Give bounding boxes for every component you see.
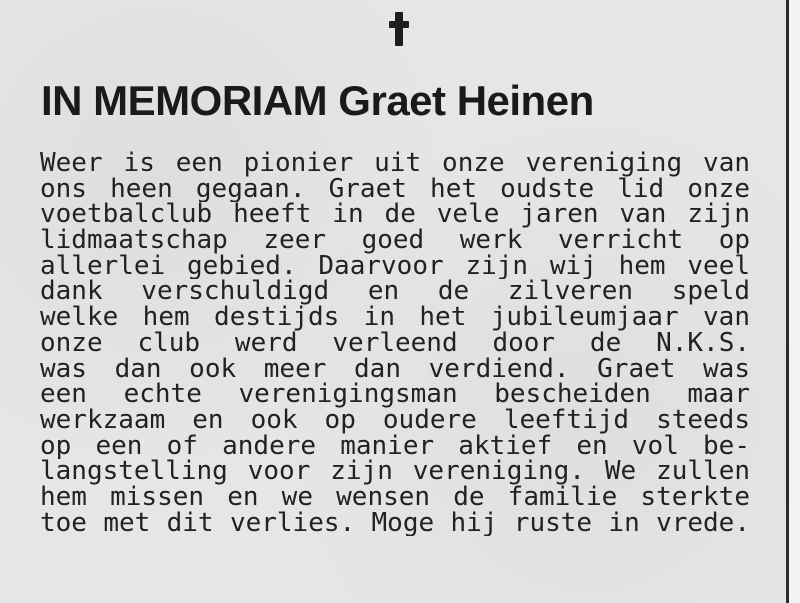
text-line: lidmaatschap zeer goed werk verricht op (40, 228, 750, 254)
text-line: hem missen en we wensen de familie sterkte (40, 484, 750, 511)
text-line: langstelling voor zijn vereniging. We zullen (40, 459, 750, 485)
text-line: Weer is een pionier uit onze vereniging van (40, 151, 750, 177)
text-line: toe met dit verlies. Moge hij ruste in vrede. (40, 510, 750, 537)
text-line: ons heen gegaan. Graet het oudste lid onze (40, 176, 750, 203)
text-line: onze club werd verleend door de N.K.S. (40, 330, 750, 357)
memorial-text (40, 151, 750, 536)
text-line: op een of andere manier aktief en vol be- (40, 433, 750, 460)
text-line: dank verschuldigd en de zilveren speld (40, 279, 750, 306)
cross-icon (389, 12, 409, 46)
text-line: was dan ook meer dan verdiend. Graet was (40, 356, 750, 383)
text-line: werkzaam en ook op oudere leeftijd steeds (40, 407, 750, 434)
text-line: een echte verenigingsman bescheiden maar (40, 382, 750, 408)
page-margin (789, 0, 800, 603)
text-line: allerlei gebied. Daarvoor zijn wij hem veel (40, 253, 750, 280)
text-line: welke hem destijds in het jubileumjaar van (40, 305, 750, 331)
text-line: voetbalclub heeft in de vele jaren van zijn (40, 202, 750, 229)
page-title: IN MEMORIAM Graet Heinen (41, 77, 594, 124)
